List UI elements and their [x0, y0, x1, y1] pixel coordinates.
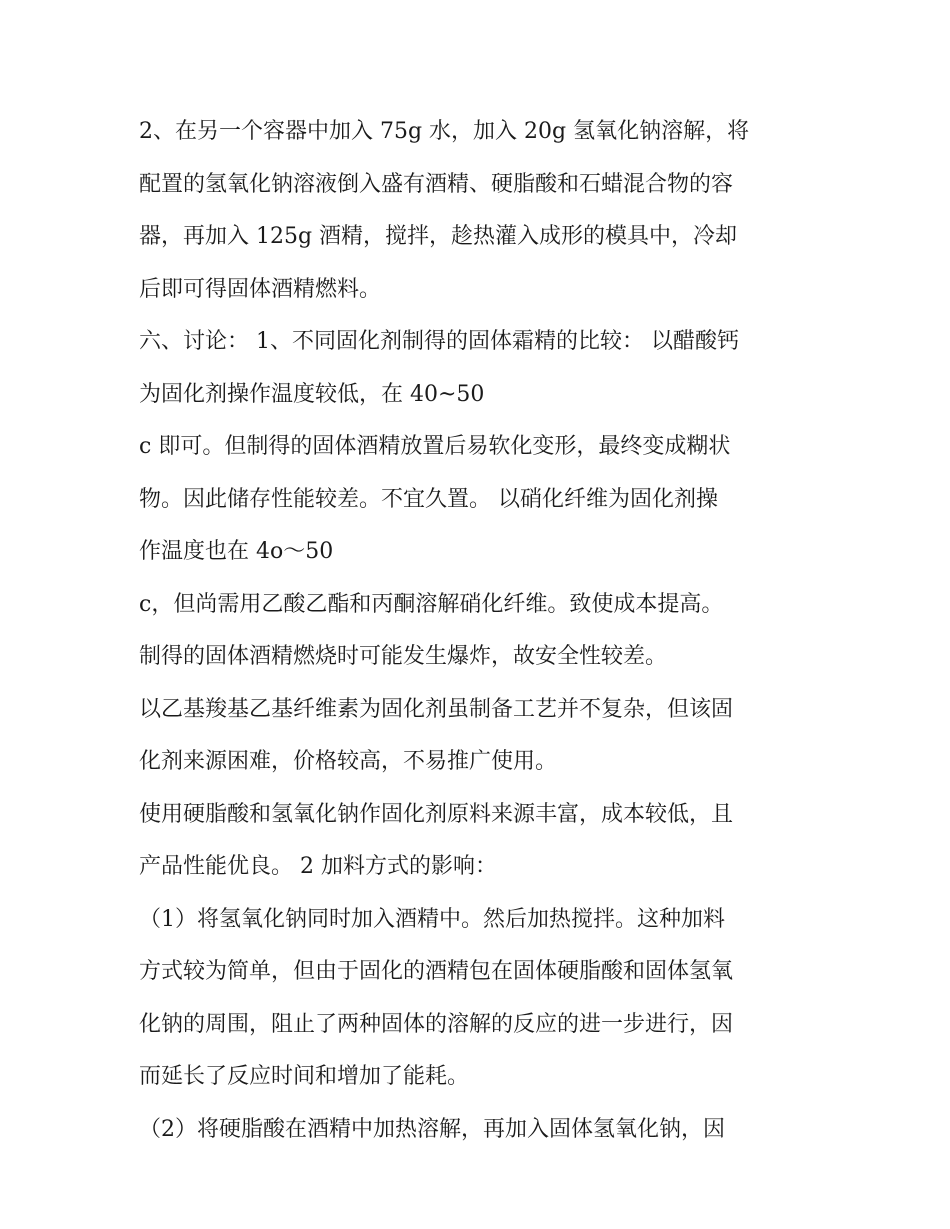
text-line: 物。因此储存性能较差。不宜久置。 以硝化纤维为固化剂操	[139, 486, 718, 512]
text-line: （2）将硬脂酸在酒精中加热溶解，再加入固体氢氧化钠，因	[139, 1116, 725, 1142]
text-line: 制得的固体酒精燃烧时可能发生爆炸，故安全性较差。	[139, 644, 668, 669]
text-line: 后即可得固体酒精燃料。	[139, 276, 382, 302]
text-line: 作温度也在 4o～50	[139, 539, 334, 564]
text-line: 化钠的周围，阻止了两种固体的溶解的反应的进一步进行，因	[139, 1011, 734, 1037]
text-line: 以乙基羧基乙基纤维素为固化剂虽制备工艺并不复杂，但该固	[139, 696, 734, 722]
text-line: 配置的氢氧化钠溶液倒入盛有酒精、硬脂酸和石蜡混合物的容	[139, 171, 734, 197]
text-line: c，但尚需用乙酸乙酯和丙酮溶解硝化纤维。致使成本提高。	[139, 591, 724, 617]
text-line: 2、在另一个容器中加入 75g 水，加入 20g 氢氧化钠溶解，将	[139, 119, 750, 144]
text-line: 六、讨论： 1、不同固化剂制得的固体霜精的比较： 以醋酸钙	[139, 329, 739, 354]
text-line: c 即可。但制得的固体酒精放置后易软化变形，最终变成糊状	[139, 434, 731, 459]
text-line: 器，再加入 125g 酒精，搅拌，趁热灌入成形的模具中，冷却	[139, 224, 738, 249]
text-line: （1）将氢氧化钠同时加入酒精中。然后加热搅拌。这种加料	[139, 906, 725, 932]
text-line: 产品性能优良。 2 加料方式的影响：	[139, 854, 497, 879]
text-line: 为固化剂操作温度较低，在 40~50	[139, 381, 485, 407]
text-line: 方式较为简单，但由于固化的酒精包在固体硬脂酸和固体氢氧	[139, 959, 734, 984]
text-line: 而延长了反应时间和增加了能耗。	[139, 1064, 470, 1089]
body-text	[139, 106, 829, 1156]
text-line: 化剂来源困难，价格较高，不易推广使用。	[139, 749, 558, 774]
text-line: 使用硬脂酸和氢氧化钠作固化剂原料来源丰富，成本较低，且	[139, 801, 734, 827]
